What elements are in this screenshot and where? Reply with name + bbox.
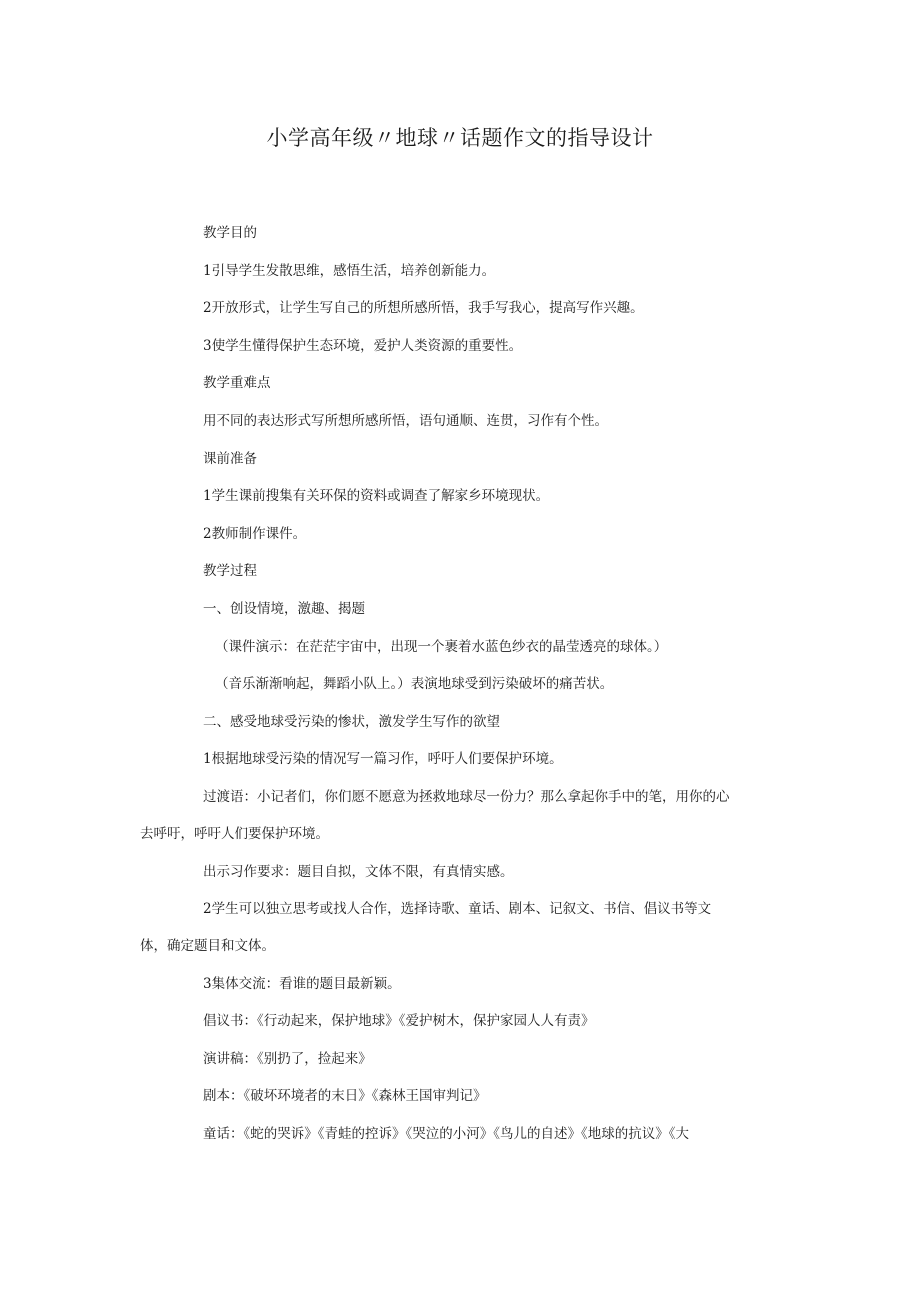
- section-heading-preparation: 课前准备: [203, 450, 257, 467]
- section-heading-process: 教学过程: [203, 563, 257, 580]
- writing-task-2: [140, 898, 780, 957]
- example-speech-titles: 演讲稿：《别扔了，捡起来》: [203, 1050, 372, 1067]
- objective-item-1: 1引导学生发散思维，感悟生活，培养创新能力。: [203, 262, 496, 279]
- objective-item-2: 2开放形式，让学生写自己的所想所感所悟，我手写我心，提高写作兴趣。: [203, 300, 644, 317]
- key-points-text: 用不同的表达形式写所想所感所悟，语句通顺、连贯，习作有个性。: [203, 412, 608, 429]
- preparation-item-1: 1学生课前搜集有关环保的资料或调查了解家乡环境现状。: [203, 488, 550, 505]
- music-performance-note: （音乐渐渐响起，舞蹈小队上。）表演地球受到污染破坏的痛苦状。: [215, 676, 614, 693]
- process-step-1-heading: 一、创设情境，激趣、揭题: [203, 600, 365, 617]
- writing-task-1: 1根据地球受污染的情况写一篇习作，呼吁人们要保护环境。: [203, 751, 563, 768]
- example-script-titles: 剧本：《破坏环境者的末日》《森林王国审判记》: [203, 1088, 487, 1105]
- writing-task-2-line-2: 体，确定题目和文体。: [140, 938, 275, 955]
- transition-speech-line-1: 过渡语：小记者们，你们愿不愿意为拯救地球尽一份力？那么拿起你手中的笔，用你的心: [203, 788, 730, 805]
- courseware-demo-note: （课件演示：在茫茫宇宙中，出现一个裹着水蓝色纱衣的晶莹透亮的球体。）: [215, 638, 668, 655]
- objective-item-3: 3使学生懂得保护生态环境，爱护人类资源的重要性。: [203, 337, 523, 354]
- example-fairy-tale-titles: 童话：《蛇的哭诉》《青蛙的控诉》《哭泣的小河》《鸟儿的自述》《地球的抗议》《大: [203, 1126, 689, 1143]
- writing-requirements: 出示习作要求：题目自拟，文体不限，有真情实感。: [203, 863, 514, 880]
- transition-speech: [140, 786, 780, 845]
- preparation-item-2: 2教师制作课件。: [203, 525, 307, 542]
- section-heading-key-points: 教学重难点: [203, 375, 271, 392]
- process-step-2-heading: 二、感受地球受污染的惨状，激发学生写作的欲望: [203, 713, 500, 730]
- document-title: 小学高年级〃地球〃话题作文的指导设计: [266, 126, 654, 150]
- transition-speech-line-2: 去呼吁，呼吁人们要保护环境。: [140, 825, 329, 842]
- writing-task-3: 3集体交流：看谁的题目最新颖。: [203, 975, 401, 992]
- document-body: [140, 222, 780, 1161]
- example-proposal-titles: 倡议书：《行动起来，保护地球》《爱护树木，保护家园人人有责》: [203, 1013, 595, 1030]
- section-heading-objectives: 教学目的: [203, 225, 257, 241]
- writing-task-2-line-1: 2学生可以独立思考或找人合作，选择诗歌、童话、剧本、记叙文、书信、倡议书等文: [203, 901, 712, 918]
